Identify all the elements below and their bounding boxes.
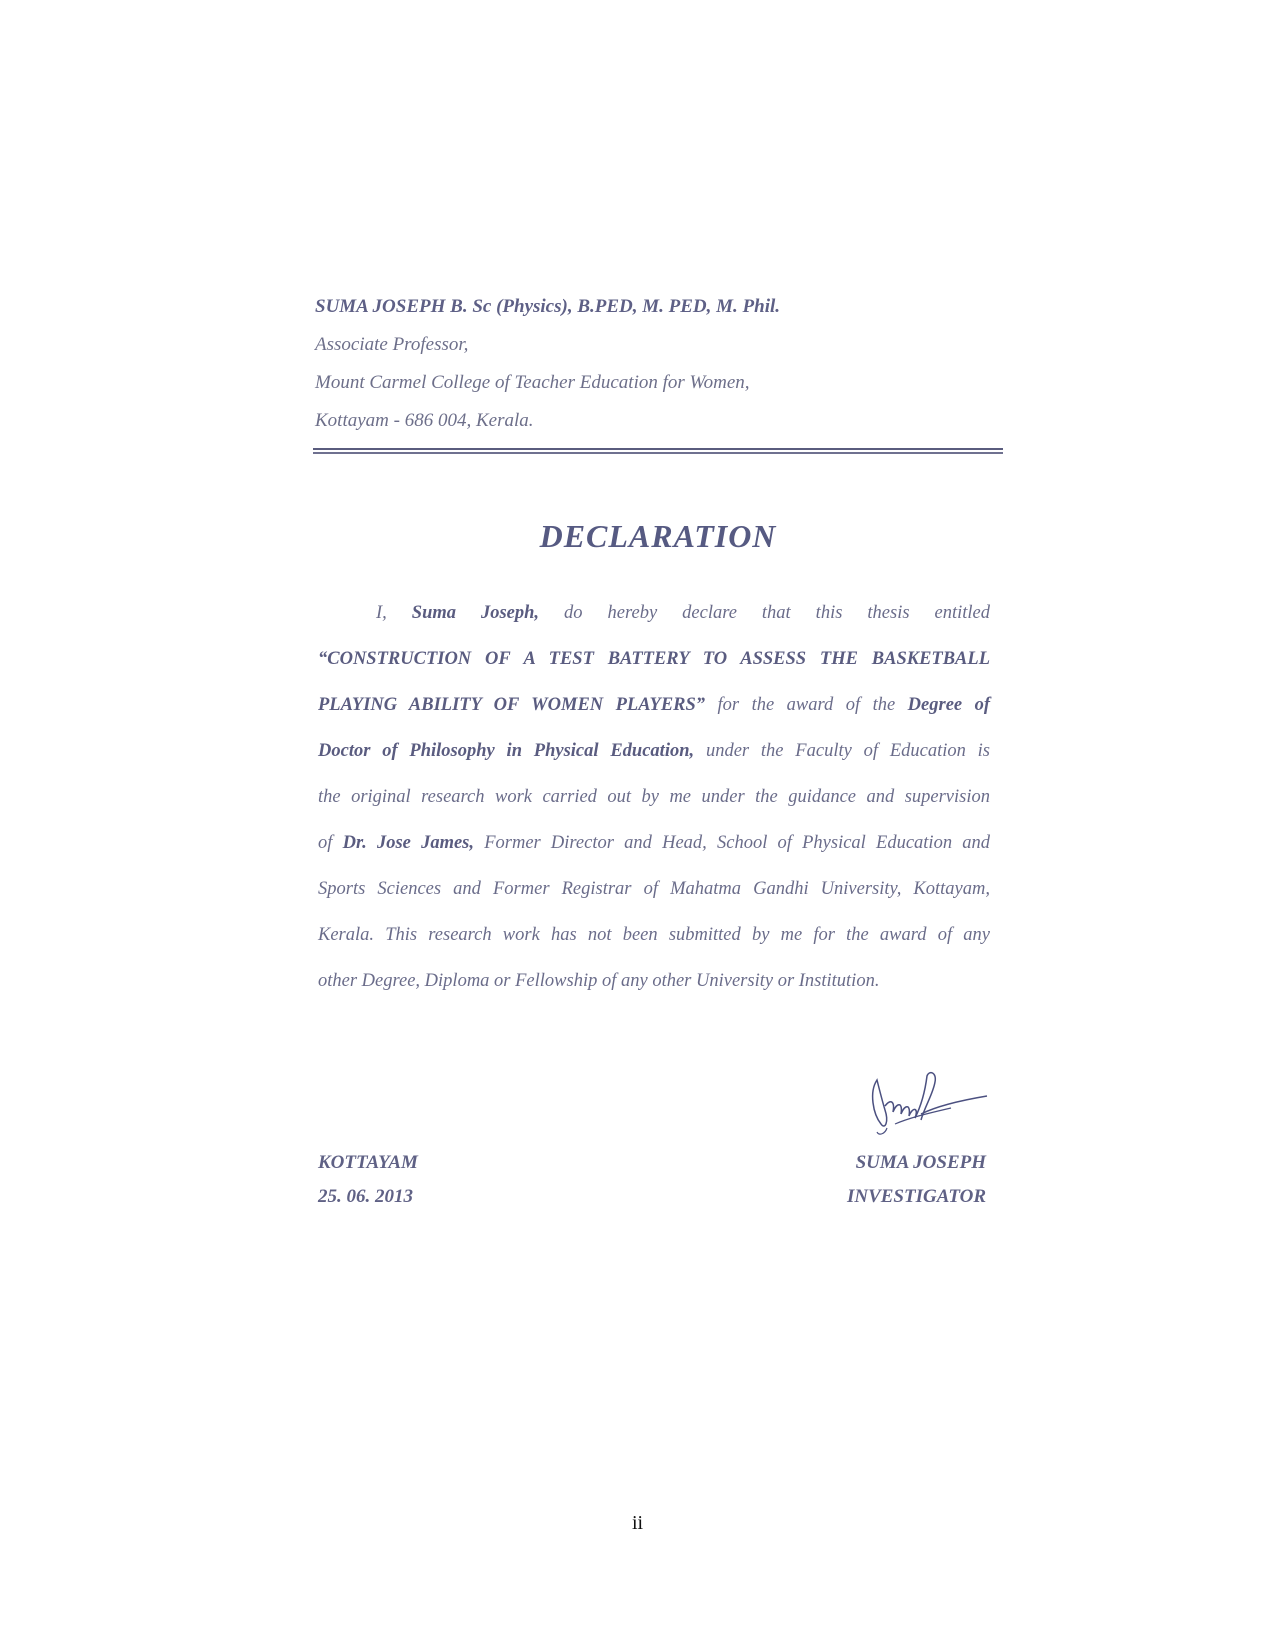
declaration-line: other Degree, Diploma or Fellowship of any other University or Institution. bbox=[318, 971, 880, 991]
degree-name-end: Doctor of Philosophy in Physical Education, bbox=[318, 741, 695, 761]
text-fragment: under the Faculty of Education is bbox=[705, 741, 990, 761]
declaration-line bbox=[318, 682, 990, 728]
text-fragment: for the award of the bbox=[717, 695, 896, 715]
author-institution: Mount Carmel College of Teacher Education for Women, bbox=[315, 372, 750, 393]
declaration-line: Kerala. This research work has not been submitted by me for the award of any bbox=[318, 925, 990, 945]
thesis-title-line: “CONSTRUCTION OF A TEST BATTERY TO ASSESS THE BASKETBALL bbox=[318, 649, 990, 669]
date: 25. 06. 2013 bbox=[318, 1186, 413, 1207]
declaration-line: Sports Sciences and Former Registrar of Mahatma Gandhi University, Kottayam, bbox=[318, 879, 990, 899]
author-name-qualifications: SUMA JOSEPH B. Sc (Physics), B.PED, M. PED, M. Phil. bbox=[315, 296, 781, 317]
declaration-line bbox=[318, 820, 990, 866]
declaration-line bbox=[318, 590, 990, 636]
text-fragment: do hereby declare that this thesis entitled bbox=[564, 603, 990, 623]
author-header bbox=[315, 296, 1015, 448]
place-and-date bbox=[318, 1146, 418, 1214]
signatory-name: SUMA JOSEPH bbox=[855, 1152, 986, 1173]
text-fragment: of bbox=[318, 833, 333, 853]
declaration-paragraph bbox=[318, 590, 990, 1004]
page-title: DECLARATION bbox=[539, 518, 777, 554]
signatory-role: INVESTIGATOR bbox=[846, 1186, 986, 1207]
signatory-block bbox=[836, 1146, 986, 1214]
declaration-line: the original research work carried out by me under the guidance and supervision bbox=[318, 787, 990, 807]
author-address: Kottayam - 686 004, Kerala. bbox=[315, 410, 534, 431]
double-rule-divider bbox=[313, 448, 1003, 454]
declaration-line bbox=[318, 728, 990, 774]
place: KOTTAYAM bbox=[318, 1152, 418, 1173]
supervisor-name: Dr. Jose James, bbox=[342, 833, 474, 853]
degree-name-start: Degree of bbox=[907, 695, 990, 715]
page-number: ii bbox=[631, 1512, 644, 1534]
text-fragment: Former Director and Head, School of Physical Education and bbox=[484, 833, 991, 853]
thesis-title-end: PLAYING ABILITY OF WOMEN PLAYERS” bbox=[318, 695, 706, 715]
author-designation: Associate Professor, bbox=[315, 334, 469, 355]
investigator-name-inline: Suma Joseph, bbox=[411, 603, 540, 623]
text-fragment: I, bbox=[376, 603, 387, 623]
handwritten-signature bbox=[855, 1062, 995, 1142]
